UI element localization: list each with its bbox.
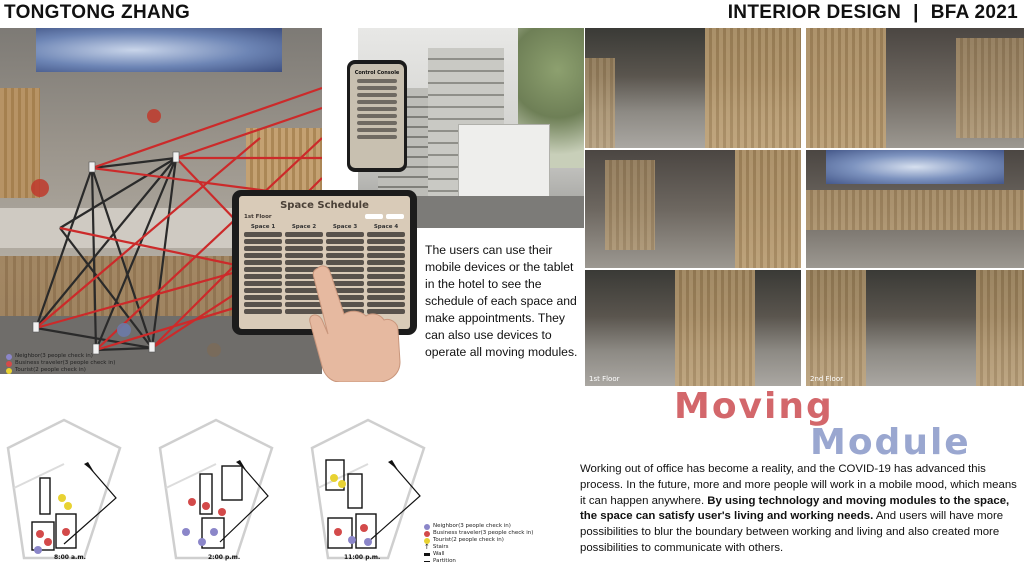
- time-slot[interactable]: [285, 253, 323, 258]
- time-slot[interactable]: [367, 246, 405, 251]
- degree-label: BFA 2021: [930, 2, 1018, 23]
- title-module: Module: [810, 422, 971, 463]
- stairs-arrow-icon: ↑: [424, 543, 430, 551]
- schedule-toggle: [365, 214, 404, 219]
- time-slot[interactable]: [244, 288, 282, 293]
- diagram-legend: [424, 523, 533, 565]
- floor-label-first: 1st Floor: [589, 375, 620, 383]
- time-slot[interactable]: [244, 281, 282, 286]
- statement-bold: By using technology and moving modules to the space, the space can satisfy user's living and working needs.: [580, 494, 1010, 523]
- schedule-column: Space 1: [244, 224, 282, 316]
- time-slot[interactable]: [244, 260, 282, 265]
- floor-label-second: 2nd Floor: [810, 375, 843, 383]
- diagram-time: 8:00 a.m.: [54, 554, 86, 561]
- render-floor1-bottom: [585, 270, 801, 386]
- hero-legend: [6, 353, 115, 374]
- diagram-time: 11:00 p.m.: [344, 554, 381, 561]
- time-slot[interactable]: [244, 274, 282, 279]
- time-slot[interactable]: [244, 309, 282, 314]
- time-slot[interactable]: [367, 253, 405, 258]
- phone-control[interactable]: [357, 114, 397, 118]
- time-slot[interactable]: [244, 267, 282, 272]
- phone-control[interactable]: [357, 128, 397, 132]
- statement-part1: Working out of office has become a reality, and the COVID-19 has advanced this process. In the future, more and more people will work in a mobile mood, which means it can happen anywhere.: [580, 463, 1017, 507]
- schedule-button[interactable]: [386, 214, 404, 219]
- render-floor1-middle: [585, 150, 801, 268]
- phone-control[interactable]: [357, 86, 397, 90]
- program-label: INTERIOR DESIGN: [727, 2, 902, 23]
- phone-screen: [350, 64, 404, 168]
- time-slot[interactable]: [244, 295, 282, 300]
- wall-line-icon: [424, 553, 430, 556]
- render-floor1-top: [585, 28, 801, 148]
- time-slot[interactable]: [285, 246, 323, 251]
- phone-title: Control Console: [354, 70, 400, 76]
- schedule-title: Space Schedule: [280, 200, 369, 211]
- title-moving: Moving: [674, 386, 834, 427]
- schedule-floor: 1st Floor: [244, 214, 272, 220]
- schedule-button[interactable]: [365, 214, 383, 219]
- phone-control[interactable]: [357, 107, 397, 111]
- phone-control[interactable]: [357, 79, 397, 83]
- time-slot[interactable]: [326, 232, 364, 237]
- device-description: The users can use their mobile devices or the tablet in the hotel to see the schedule of each space and make appointments. They can also use devices to operate all moving modules.: [425, 243, 578, 359]
- phone-mockup: [347, 60, 407, 172]
- render-floor2-top: [806, 28, 1024, 148]
- time-slot[interactable]: [285, 239, 323, 244]
- business-dot-icon: [424, 531, 430, 537]
- time-slot[interactable]: [326, 239, 364, 244]
- time-slot[interactable]: [244, 239, 282, 244]
- schedule-column: Space 2: [285, 224, 323, 316]
- project-statement: [580, 462, 1022, 557]
- time-slot[interactable]: [285, 232, 323, 237]
- legend-item: Partition: [424, 558, 533, 565]
- phone-control[interactable]: [357, 100, 397, 104]
- statement-part2: And users will have more possibilities to blur the boundary between working and living and also created more possibilities to communicate with others.: [580, 510, 1004, 554]
- diagram-time: 2:00 p.m.: [208, 554, 241, 561]
- legend-item: Business traveler(3 people check in): [424, 530, 533, 537]
- time-slot[interactable]: [326, 253, 364, 258]
- phone-control[interactable]: [357, 121, 397, 125]
- legend-item: Wall: [424, 551, 533, 558]
- time-slot[interactable]: [367, 232, 405, 237]
- header-right: [728, 2, 1018, 24]
- time-slot[interactable]: [244, 302, 282, 307]
- render-floor2-middle: [806, 150, 1024, 268]
- partition-line-icon: [424, 561, 430, 562]
- phone-control[interactable]: [357, 93, 397, 97]
- hand-illustration: [300, 262, 410, 382]
- render-floor2-bottom: [806, 270, 1024, 386]
- schedule-column: Space 3: [326, 224, 364, 316]
- legend-item: Tourist(2 people check in): [424, 537, 533, 544]
- phone-control[interactable]: [357, 135, 397, 139]
- plan-diagram-morning: [4, 418, 122, 568]
- business-dot-icon: [6, 361, 12, 367]
- time-slot[interactable]: [244, 232, 282, 237]
- legend-item: Business traveler(3 people check in): [6, 360, 115, 367]
- author-name: TONGTONG ZHANG: [4, 2, 191, 23]
- neighbor-dot-icon: [424, 524, 430, 530]
- legend-item: Neighbor(3 people check in): [6, 353, 115, 360]
- time-slot[interactable]: [244, 253, 282, 258]
- time-slot[interactable]: [244, 246, 282, 251]
- plan-diagram-night: [308, 418, 426, 568]
- plan-diagram-afternoon: [156, 418, 274, 568]
- schedule-column: Space 4: [367, 224, 405, 316]
- time-slot[interactable]: [326, 246, 364, 251]
- legend-item: Neighbor(3 people check in): [424, 523, 533, 530]
- legend-item: ↑ Stairs: [424, 543, 449, 551]
- legend-item: Tourist(2 people check in): [6, 367, 115, 374]
- time-slot[interactable]: [367, 239, 405, 244]
- header-separator: |: [913, 2, 919, 23]
- tourist-dot-icon: [6, 368, 12, 374]
- neighbor-dot-icon: [6, 354, 12, 360]
